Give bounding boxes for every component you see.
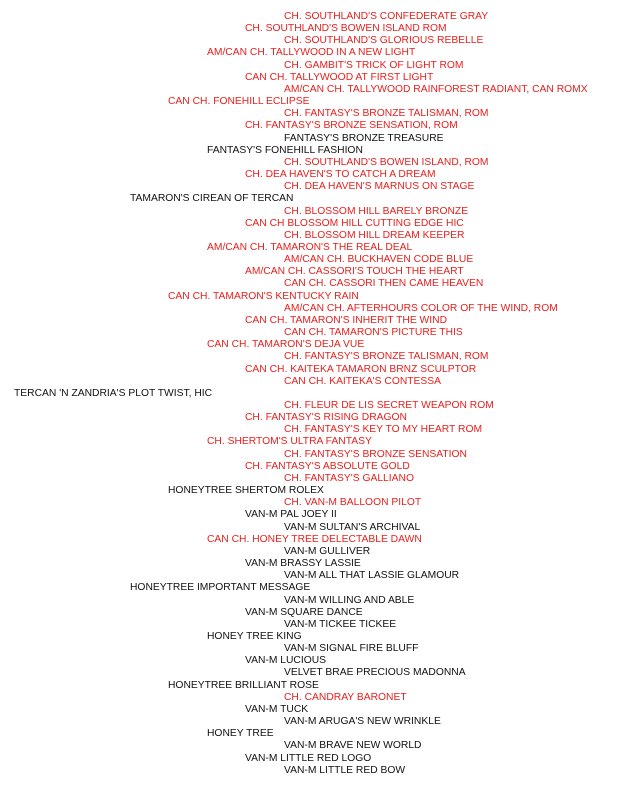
- pedigree-row: [0, 522, 636, 534]
- pedigree-row: [0, 266, 636, 278]
- pedigree-row: [0, 449, 636, 461]
- ancestor-name: CH. SOUTHLAND'S BOWEN ISLAND, ROM: [284, 156, 489, 168]
- ancestor-name: VAN-M SQUARE DANCE: [245, 606, 363, 618]
- pedigree-chart: [0, 11, 636, 777]
- pedigree-row: [0, 728, 636, 740]
- ancestor-name: CH. FANTASY'S BRONZE SENSATION, ROM: [245, 120, 458, 132]
- pedigree-row: [0, 120, 636, 132]
- ancestor-name: VAN-M ARUGA'S NEW WRINKLE: [284, 716, 441, 728]
- ancestor-name: CH. BLOSSOM HILL BARELY BRONZE: [284, 205, 469, 217]
- pedigree-row: [0, 11, 636, 23]
- pedigree-row: [0, 607, 636, 619]
- pedigree-row: [0, 667, 636, 679]
- ancestor-name: AM/CAN CH. CASSORI'S TOUCH THE HEART: [245, 266, 464, 278]
- pedigree-row: [0, 424, 636, 436]
- pedigree-row: [0, 157, 636, 169]
- pedigree-row: [0, 388, 636, 400]
- ancestor-name: VAN-M LUCIOUS: [245, 655, 327, 667]
- pedigree-row: [0, 619, 636, 631]
- pedigree-row: [0, 595, 636, 607]
- pedigree-row: [0, 376, 636, 388]
- ancestor-name: TAMARON'S CIREAN OF TERCAN: [130, 193, 294, 205]
- ancestor-name: CAN CH. TAMARON'S KENTUCKY RAIN: [168, 290, 359, 302]
- pedigree-row: [0, 303, 636, 315]
- pedigree-row: [0, 765, 636, 777]
- ancestor-name: VAN-M PAL JOEY II: [245, 509, 337, 521]
- pedigree-row: [0, 278, 636, 290]
- pedigree-row: [0, 412, 636, 424]
- ancestor-name: FANTASY'S BRONZE TREASURE: [284, 132, 444, 144]
- ancestor-name: CAN CH. CASSORI THEN CAME HEAVEN: [284, 278, 484, 290]
- pedigree-row: [0, 193, 636, 205]
- ancestor-name: VELVET BRAE PRECIOUS MADONNA: [284, 667, 466, 679]
- ancestor-name: CH. FANTASY'S BRONZE TALISMAN, ROM: [284, 351, 489, 363]
- ancestor-name: VAN-M ALL THAT LASSIE GLAMOUR: [284, 570, 460, 582]
- ancestor-name: CAN CH. TAMARON'S DEJA VUE: [207, 339, 365, 351]
- ancestor-name: CAN CH BLOSSOM HILL CUTTING EDGE HIC: [245, 217, 464, 229]
- ancestor-name: HONEYTREE BRILLIANT ROSE: [168, 679, 319, 691]
- ancestor-name: CH. FANTASY'S RISING DRAGON: [245, 412, 407, 424]
- pedigree-row: [0, 72, 636, 84]
- ancestor-name: VAN-M SULTAN'S ARCHIVAL: [284, 521, 421, 533]
- pedigree-row: [0, 509, 636, 521]
- pedigree-row: [0, 570, 636, 582]
- ancestor-name: VAN-M GULLIVER: [284, 545, 371, 557]
- pedigree-row: [0, 133, 636, 145]
- pedigree-row: [0, 740, 636, 752]
- pedigree-row: [0, 291, 636, 303]
- ancestor-name: CH. VAN-M BALLOON PILOT: [284, 497, 422, 509]
- ancestor-name: CH. SOUTHLAND'S BOWEN ISLAND ROM: [245, 23, 447, 35]
- ancestor-name: VAN-M BRASSY LASSIE: [245, 558, 361, 570]
- pedigree-row: [0, 692, 636, 704]
- pedigree-row: [0, 473, 636, 485]
- ancestor-name: VAN-M TICKEE TICKEE: [284, 618, 397, 630]
- pedigree-row: [0, 254, 636, 266]
- ancestor-name: AM/CAN CH. TAMARON'S THE REAL DEAL: [207, 241, 413, 253]
- pedigree-row: [0, 400, 636, 412]
- pedigree-row: [0, 582, 636, 594]
- pedigree-row: [0, 315, 636, 327]
- pedigree-row: [0, 753, 636, 765]
- pedigree-row: [0, 339, 636, 351]
- pedigree-row: [0, 242, 636, 254]
- ancestor-name: CH. FANTASY'S BRONZE TALISMAN, ROM: [284, 108, 489, 120]
- ancestor-name: HONEYTREE SHERTOM ROLEX: [168, 485, 324, 497]
- ancestor-name: CAN CH. FONEHILL ECLIPSE: [168, 96, 310, 108]
- ancestor-name: VAN-M LITTLE RED LOGO: [245, 752, 372, 764]
- pedigree-row: [0, 327, 636, 339]
- pedigree-row: [0, 169, 636, 181]
- pedigree-row: [0, 546, 636, 558]
- ancestor-name: HONEY TREE: [207, 728, 274, 740]
- pedigree-row: [0, 35, 636, 47]
- ancestor-name: CH. FANTASY'S ABSOLUTE GOLD: [245, 460, 410, 472]
- pedigree-row: [0, 364, 636, 376]
- ancestor-name: VAN-M BRAVE NEW WORLD: [284, 740, 422, 752]
- ancestor-name: VAN-M LITTLE RED BOW: [284, 764, 406, 776]
- pedigree-row: [0, 84, 636, 96]
- pedigree-row: [0, 497, 636, 509]
- ancestor-name: AM/CAN CH. TALLYWOOD RAINFOREST RADIANT, CAN ROMX: [284, 83, 588, 95]
- pedigree-row: [0, 47, 636, 59]
- ancestor-name: CH. SOUTHLAND'S GLORIOUS REBELLE: [284, 35, 484, 47]
- pedigree-row: [0, 655, 636, 667]
- ancestor-name: VAN-M SIGNAL FIRE BLUFF: [284, 643, 419, 655]
- pedigree-row: [0, 485, 636, 497]
- ancestor-name: CH. FANTASY'S GALLIANO: [284, 472, 414, 484]
- ancestor-name: CH. DEA HAVEN'S MARNUS ON STAGE: [284, 181, 475, 193]
- ancestor-name: VAN-M WILLING AND ABLE: [284, 594, 415, 606]
- pedigree-row: [0, 23, 636, 35]
- ancestor-name: CH. SHERTOM'S ULTRA FANTASY: [207, 436, 372, 448]
- pedigree-row: [0, 145, 636, 157]
- subject-dog-name: TERCAN 'N ZANDRIA'S PLOT TWIST, HIC: [14, 387, 213, 399]
- ancestor-name: CAN CH. KAITEKA TAMARON BRNZ SCULPTOR: [245, 363, 477, 375]
- pedigree-row: [0, 461, 636, 473]
- pedigree-row: [0, 218, 636, 230]
- ancestor-name: HONEY TREE KING: [207, 630, 302, 642]
- pedigree-row: [0, 680, 636, 692]
- pedigree-row: [0, 60, 636, 72]
- ancestor-name: CH. FLEUR DE LIS SECRET WEAPON ROM: [284, 400, 494, 411]
- ancestor-name: CAN CH. TAMARON'S INHERIT THE WIND: [245, 314, 448, 326]
- ancestor-name: CH. CANDRAY BARONET: [284, 691, 407, 703]
- ancestor-name: CH. BLOSSOM HILL DREAM KEEPER: [284, 229, 465, 241]
- pedigree-row: [0, 558, 636, 570]
- pedigree-row: [0, 181, 636, 193]
- pedigree-row: [0, 108, 636, 120]
- ancestor-name: AM/CAN CH. AFTERHOURS COLOR OF THE WIND, ROM: [284, 302, 558, 314]
- pedigree-row: [0, 206, 636, 218]
- ancestor-name: FANTASY'S FONEHILL FASHION: [207, 144, 363, 156]
- ancestor-name: CAN CH. HONEY TREE DELECTABLE DAWN: [207, 533, 422, 545]
- pedigree-row: [0, 704, 636, 716]
- pedigree-row: [0, 716, 636, 728]
- ancestor-name: AM/CAN CH. TALLYWOOD IN A NEW LIGHT: [207, 47, 416, 59]
- ancestor-name: CAN CH. TAMARON'S PICTURE THIS: [284, 327, 463, 339]
- ancestor-name: AM/CAN CH. BUCKHAVEN CODE BLUE: [284, 254, 474, 266]
- ancestor-name: VAN-M TUCK: [245, 703, 309, 715]
- ancestor-name: CAN CH. KAITEKA'S CONTESSA: [284, 375, 442, 387]
- ancestor-name: CH. GAMBIT'S TRICK OF LIGHT ROM: [284, 59, 464, 71]
- ancestor-name: CH. FANTASY'S KEY TO MY HEART ROM: [284, 424, 483, 436]
- pedigree-row: [0, 643, 636, 655]
- pedigree-row: [0, 436, 636, 448]
- ancestor-name: CAN CH. TALLYWOOD AT FIRST LIGHT: [245, 71, 434, 83]
- pedigree-row: [0, 351, 636, 363]
- ancestor-name: HONEYTREE IMPORTANT MESSAGE: [130, 582, 311, 594]
- pedigree-row: [0, 534, 636, 546]
- pedigree-row: [0, 96, 636, 108]
- ancestor-name: CH. SOUTHLAND'S CONFEDERATE GRAY: [284, 11, 489, 22]
- ancestor-name: CH. DEA HAVEN'S TO CATCH A DREAM: [245, 169, 436, 181]
- ancestor-name: CH. FANTASY'S BRONZE SENSATION: [284, 448, 467, 460]
- pedigree-row: [0, 631, 636, 643]
- pedigree-row: [0, 230, 636, 242]
